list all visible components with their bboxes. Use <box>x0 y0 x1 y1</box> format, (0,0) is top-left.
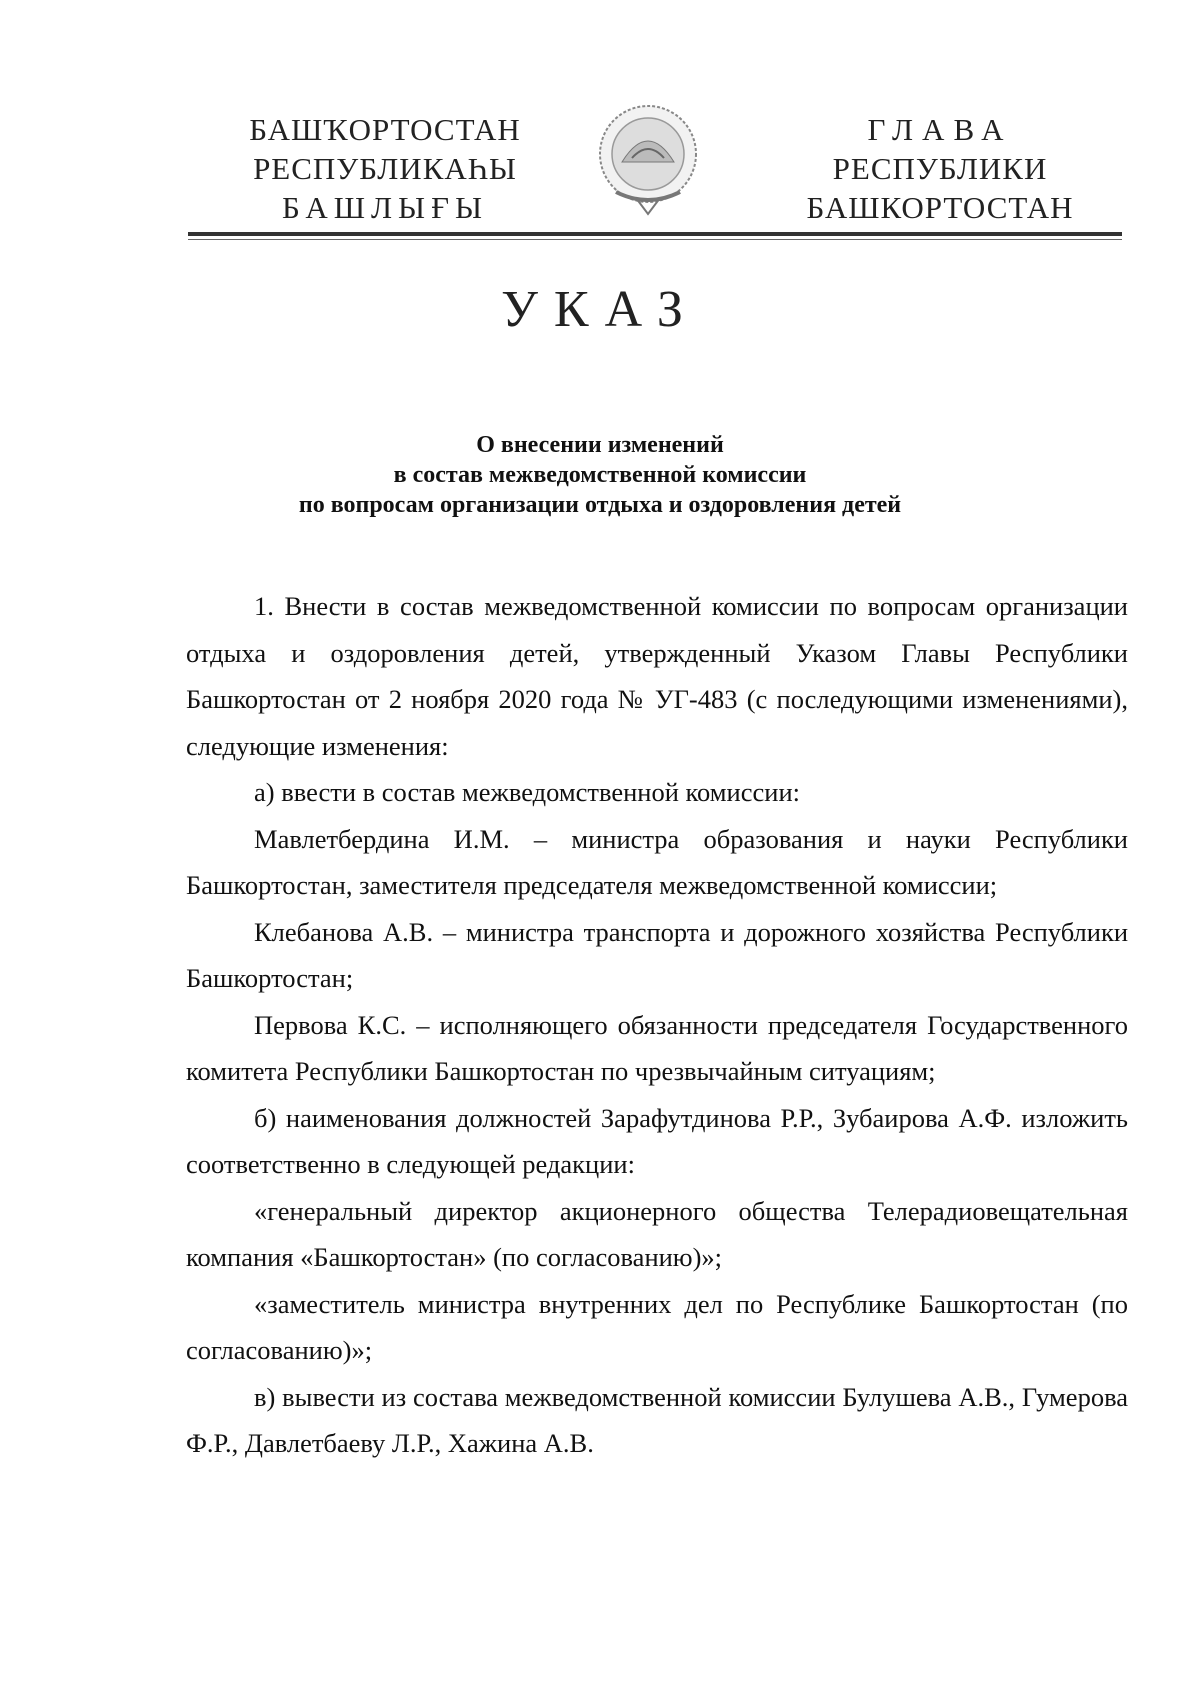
document-title <box>0 430 1200 520</box>
paragraph: Мавлетбердина И.М. – министра образования и науки Республики Башкортостан, заместителя председателя межведомственной комиссии; <box>186 823 1128 900</box>
paragraph: Первова К.С. – исполняющего обязанности председателя Государственного комитета Республики Башкортостан по чрезвычайным ситуациям; <box>186 1009 1128 1086</box>
header-right-line: РЕСПУБЛИКИ <box>832 151 1048 186</box>
header-divider-thick <box>188 232 1122 236</box>
paragraph: Клебанова А.В. – министра транспорта и дорожного хозяйства Республики Башкортостан; <box>186 916 1128 993</box>
document-type: УКАЗ <box>501 281 699 338</box>
paragraph: «заместитель министра внутренних дел по Республике Башкортостан (по согласованию)»; <box>186 1288 1128 1365</box>
title-line: в состав межведомственной комиссии <box>393 462 807 488</box>
header-left-line: БАШЛЫҒЫ <box>281 190 489 225</box>
paragraph: в) вывести из состава межведомственной комиссии Булушева А.В., Гумерова Ф.Р., Давлетбаеву Л.Р., Хажина А.В. <box>186 1381 1128 1458</box>
paragraph: 1. Внести в состав межведомственной комиссии по вопросам организации отдыха и оздоровления детей, утвержденный Указом Главы Республики Башкортостан от 2 ноября 2020 года № УГ-483 (с последующими изменениями), следующие изменения: <box>186 591 1128 761</box>
paragraph: б) наименования должностей Зарафутдинова Р.Р., Зубаирова А.Ф. изложить соответственно в следующей редакции: <box>186 1102 1128 1179</box>
header-right-line: ГЛАВА <box>867 112 1013 147</box>
document-body <box>186 583 1128 1467</box>
paragraph: «генеральный директор акционерного общества Телерадиовещательная компания «Башкортостан» (по согласованию)»; <box>186 1195 1128 1272</box>
title-line: О внесении изменений <box>476 432 724 458</box>
header-left-line: БАШҠОРТОСТАН <box>249 112 521 147</box>
header-left-line: РЕСПУБЛИКАҺЫ <box>253 151 517 186</box>
title-line: по вопросам организации отдыха и оздоровления детей <box>298 492 902 518</box>
header-divider-thin <box>188 239 1122 240</box>
coat-of-arms-emblem-icon <box>592 100 704 218</box>
header-left-bashkir <box>220 110 550 227</box>
paragraph: а) ввести в состав межведомственной комиссии: <box>254 777 800 807</box>
header-right-line: БАШКОРТОСТАН <box>806 190 1074 225</box>
header-right-russian <box>780 110 1100 227</box>
